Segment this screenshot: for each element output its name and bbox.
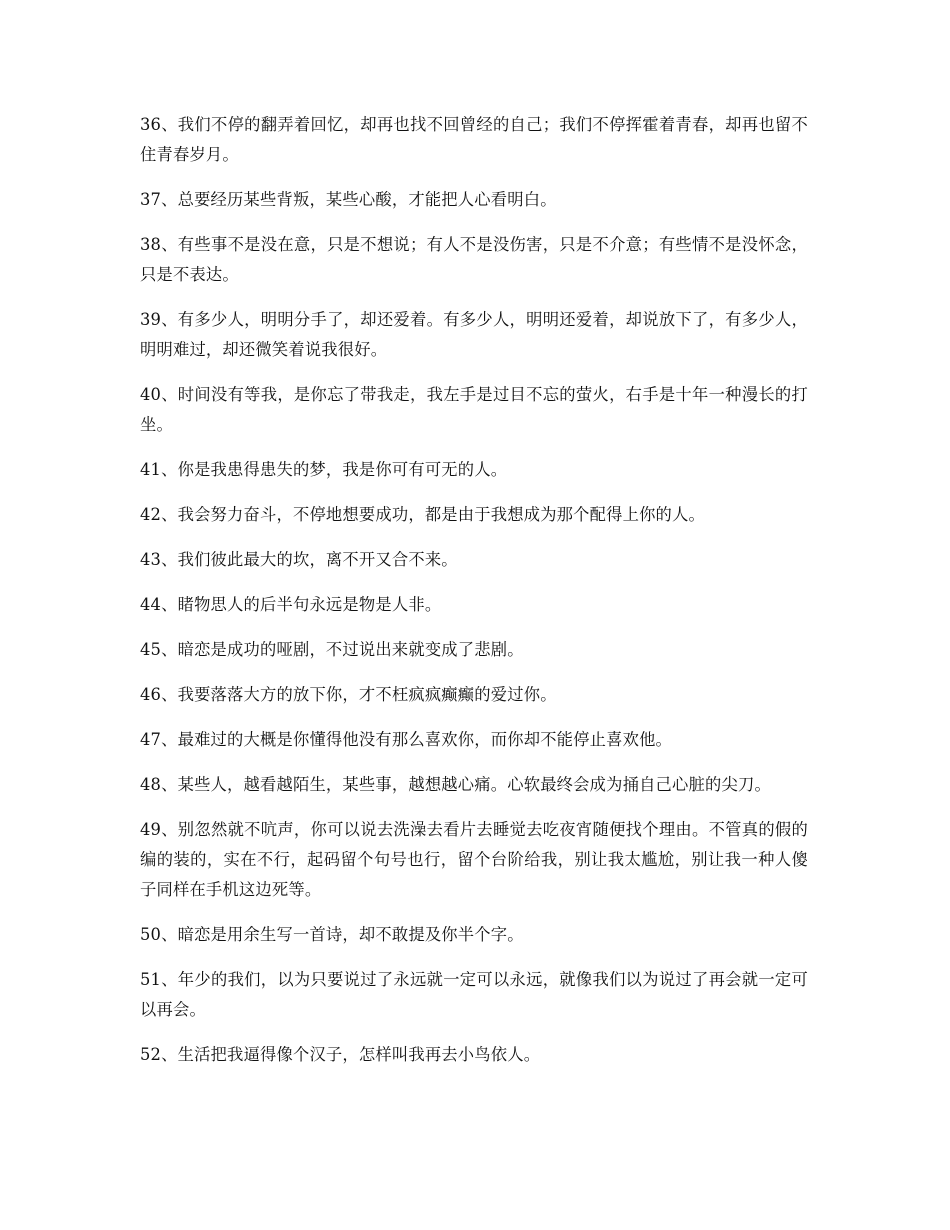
paragraph-52: 52、生活把我逼得像个汉子，怎样叫我再去小鸟依人。 (140, 1045, 541, 1064)
paragraph-39: 39、有多少人，明明分手了，却还爱着。有多少人，明明还爱着，却说放下了，有多少人，明明难过，却还微笑着说我很好。 (140, 310, 808, 359)
paragraph-37: 37、总要经历某些背叛，某些心酸，才能把人心看明白。 (140, 190, 557, 209)
paragraph-41: 41、你是我患得患失的梦，我是你可有可无的人。 (140, 460, 508, 479)
paragraph-45: 45、暗恋是成功的哑剧，不过说出来就变成了悲剧。 (140, 640, 524, 659)
document-body (140, 110, 808, 1085)
paragraph-47: 47、最难过的大概是你懂得他没有那么喜欢你，而你却不能停止喜欢他。 (140, 730, 673, 749)
paragraph-44: 44、睹物思人的后半句永远是物是人非。 (140, 595, 442, 614)
paragraph-43: 43、我们彼此最大的坎，离不开又合不来。 (140, 550, 458, 569)
paragraph-46: 46、我要落落大方的放下你，才不枉疯疯癫癫的爱过你。 (140, 685, 557, 704)
paragraph-36: 36、我们不停的翻弄着回忆，却再也找不回曾经的自己；我们不停挥霍着青春，却再也留不住青春岁月。 (140, 115, 808, 164)
paragraph-40: 40、时间没有等我，是你忘了带我走，我左手是过目不忘的萤火，右手是十年一种漫长的打坐。 (140, 385, 808, 434)
paragraph-50: 50、暗恋是用余生写一首诗，却不敢提及你半个字。 (140, 925, 524, 944)
paragraph-49: 49、别忽然就不吭声，你可以说去洗澡去看片去睡觉去吃夜宵随便找个理由。不管真的假的编的装的，实在不行，起码留个句号也行，留个台阶给我，别让我太尴尬，别让我一种人傻子同样在手机这边死等。 (140, 820, 808, 899)
paragraph-42: 42、我会努力奋斗，不停地想要成功，都是由于我想成为那个配得上你的人。 (140, 505, 706, 524)
paragraph-38: 38、有些事不是没在意，只是不想说；有人不是没伤害，只是不介意；有些情不是没怀念，只是不表达。 (140, 235, 808, 284)
paragraph-48: 48、某些人，越看越陌生，某些事，越想越心痛。心软最终会成为捅自己心脏的尖刀。 (140, 775, 771, 794)
paragraph-51: 51、年少的我们，以为只要说过了永远就一定可以永远，就像我们以为说过了再会就一定可以再会。 (140, 970, 808, 1019)
